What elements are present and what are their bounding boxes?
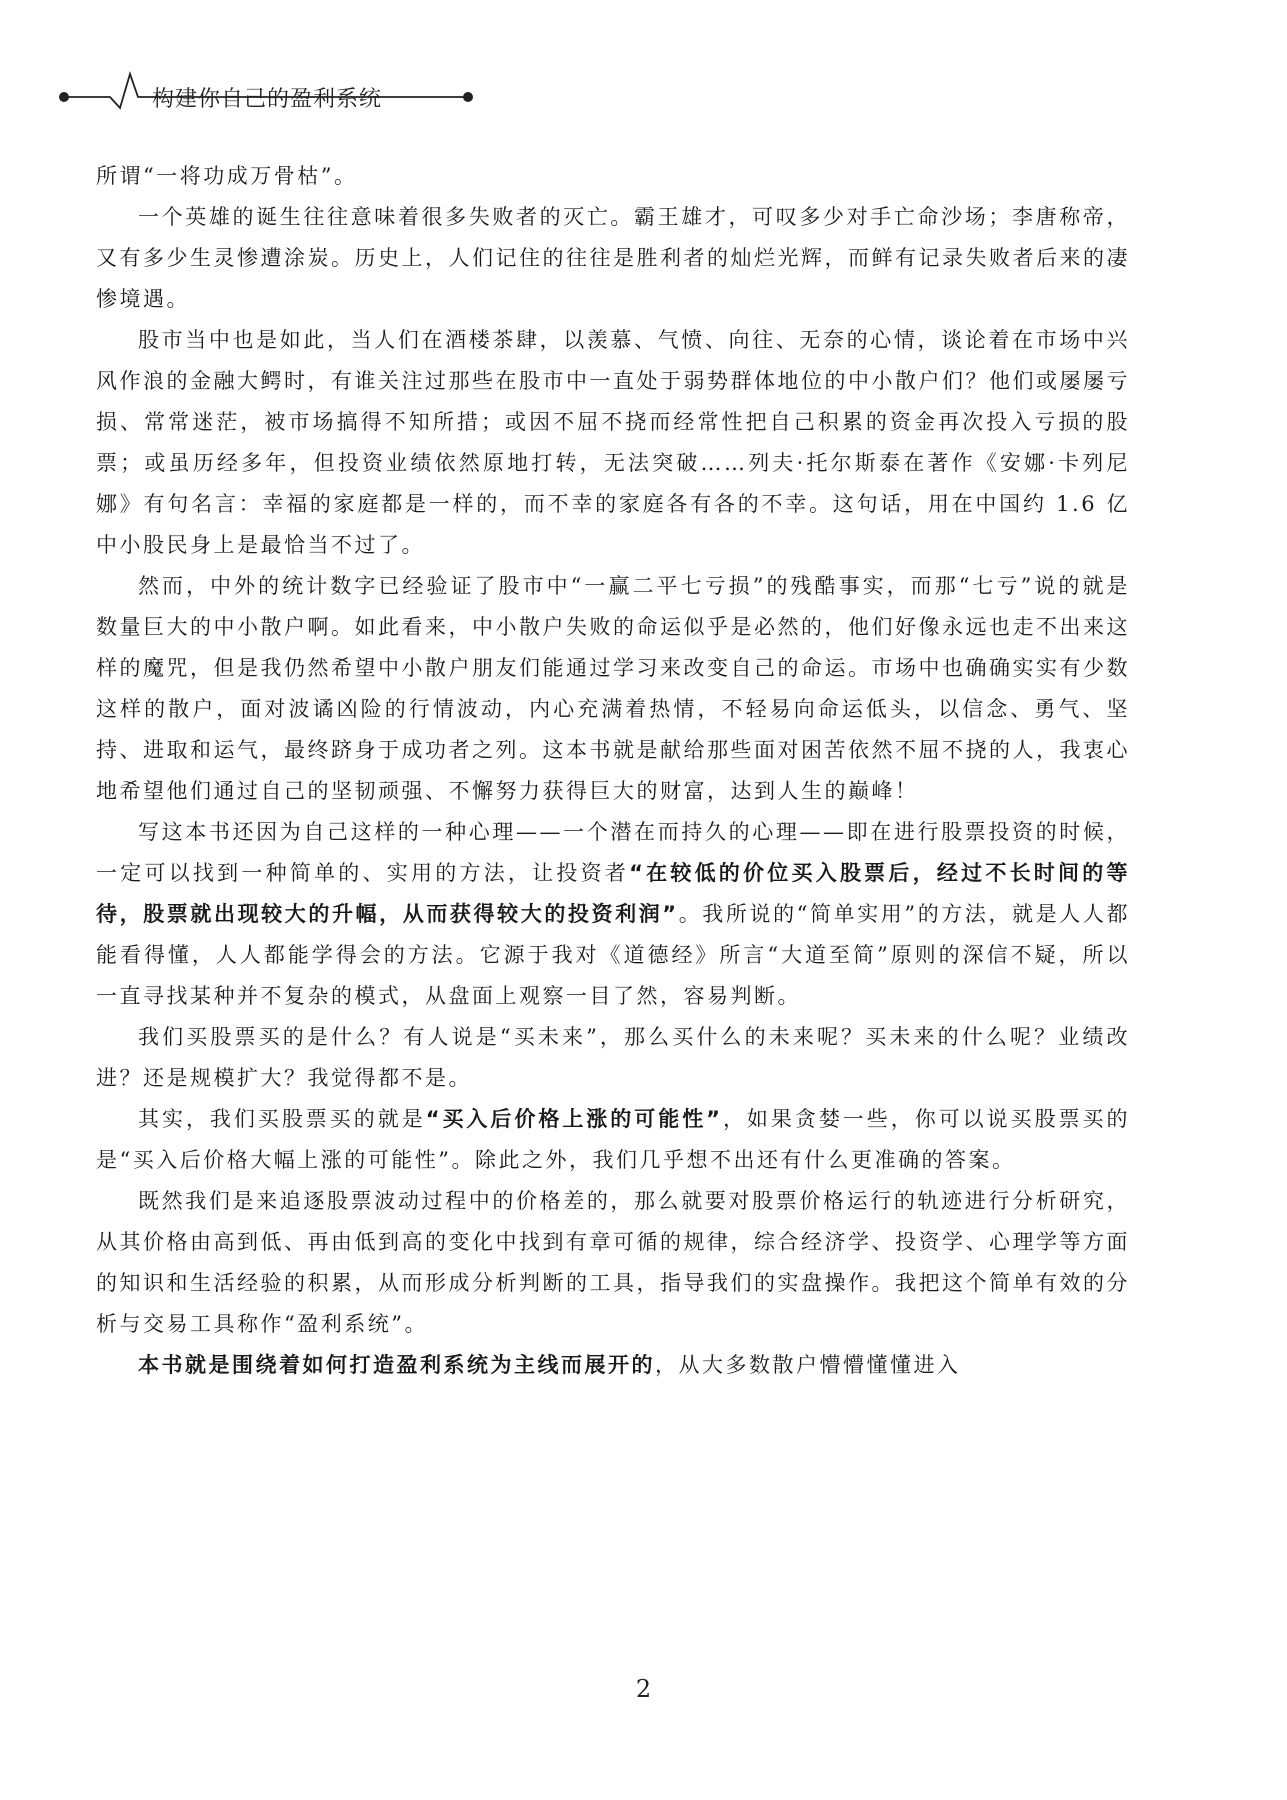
body-paragraph xyxy=(96,812,1130,1017)
body-paragraph xyxy=(96,320,1130,566)
running-header-title: 构建你自己的盈利系统 xyxy=(152,87,383,112)
paragraph-text: 股市当中也是如此，当人们在酒楼茶肆，以羡慕、气愤、向往、无奈的心情，谈论着在市场中兴风作浪的金融大鳄时，有谁关注过那些在股市中一直处于弱势群体地位的中小散户们？他们或屡屡亏损、常常迷茫，被市场搞得不知所措；或因不屈不挠而经常性把自己积累的资金再次投入亏损的股票；或虽历经多年，但投资业绩依然原地打转，无法突破……列夫·托尔斯泰在著作《安娜·卡列尼娜》有句名言：幸福的家庭都是一样的，而不幸的家庭各有各的不幸。这句话，用在中国约 1.6 亿中小股民身上是最恰当不过了。 xyxy=(96,328,1130,557)
body-paragraph xyxy=(96,1181,1130,1345)
paragraph-text: 所谓“一将功成万骨枯”。 xyxy=(96,164,358,188)
body-paragraph xyxy=(96,566,1130,812)
paragraph-text: 然而，中外的统计数字已经验证了股市中“一赢二平七亏损”的残酷事实，而那“七亏”说的就是数量巨大的中小散户啊。如此看来，中小散户失败的命运似乎是必然的，他们好像永远也走不出来这样的魔咒，但是我仍然希望中小散户朋友们能通过学习来改变自己的命运。市场中也确确实实有少数这样的散户，面对波谲凶险的行情波动，内心充满着热情，不轻易向命运低头，以信念、勇气、坚持、进取和运气，最终跻身于成功者之列。这本书就是献给那些面对困苦依然不屈不挠的人，我衷心地希望他们通过自己的坚韧顽强、不懈努力获得巨大的财富，达到人生的巅峰！ xyxy=(96,574,1130,803)
page-body xyxy=(96,156,1130,1386)
paragraph-text: 其实，我们买股票买的就是 xyxy=(138,1107,426,1131)
body-paragraph xyxy=(96,1099,1130,1181)
emphasis-text: 本书就是围绕着如何打造盈利系统为主线而展开的 xyxy=(138,1353,655,1377)
emphasis-text: “买入后价格上涨的可能性” xyxy=(425,1107,723,1131)
body-paragraph xyxy=(96,1017,1130,1099)
running-header xyxy=(58,70,478,130)
paragraph-text: ，如果贪婪一些，你可以说买股票买的是“买入后价格大幅上涨的可能性”。除此之外，我们几乎想不出还有什么更准确的答案。 xyxy=(96,1107,1131,1172)
emphasis-text: “在较低的价位买入股票后，经过不长时间的等待，股票就出现较大的升幅，从而获得较大的投资利润” xyxy=(96,861,1130,926)
paragraph-text: 我们买股票买的是什么？有人说是“买未来”，那么买什么的未来呢？买未来的什么呢？业绩改进？还是规模扩大？我觉得都不是。 xyxy=(96,1025,1130,1090)
paragraph-text: ，从大多数散户懵懵懂懂进入 xyxy=(655,1353,961,1377)
paragraph-text: 既然我们是来追逐股票波动过程中的价格差的，那么就要对股票价格运行的轨迹进行分析研究，从其价格由高到低、再由低到高的变化中找到有章可循的规律，综合经济学、投资学、心理学等方面的知识和生活经验的积累，从而形成分析判断的工具，指导我们的实盘操作。我把这个简单有效的分析与交易工具称作“盈利系统”。 xyxy=(96,1189,1130,1336)
paragraph-text: 写这本书还因为自己这样的一种心理——一个潜在而持久的心理——即在进行股票投资的时候，一定可以找到一种简单的、实用的方法，让投资者 xyxy=(96,820,1130,885)
page-number: 2 xyxy=(635,1675,652,1703)
body-paragraph xyxy=(96,156,1130,197)
body-paragraph xyxy=(96,1345,1130,1386)
header-ornament-dot-right xyxy=(463,92,473,102)
paragraph-text: 。我所说的“简单实用”的方法，就是人人都能看得懂，人人都能学得会的方法。它源于我对《道德经》所言“大道至简”原则的深信不疑，所以一直寻找某种并不复杂的模式，从盘面上观察一目了然，容易判断。 xyxy=(96,902,1130,1008)
paragraph-text: 一个英雄的诞生往往意味着很多失败者的灭亡。霸王雄才，可叹多少对手亡命沙场；李唐称帝，又有多少生灵惨遭涂炭。历史上，人们记住的往往是胜利者的灿烂光辉，而鲜有记录失败者后来的凄惨境遇。 xyxy=(96,205,1130,311)
body-paragraph xyxy=(96,197,1130,320)
